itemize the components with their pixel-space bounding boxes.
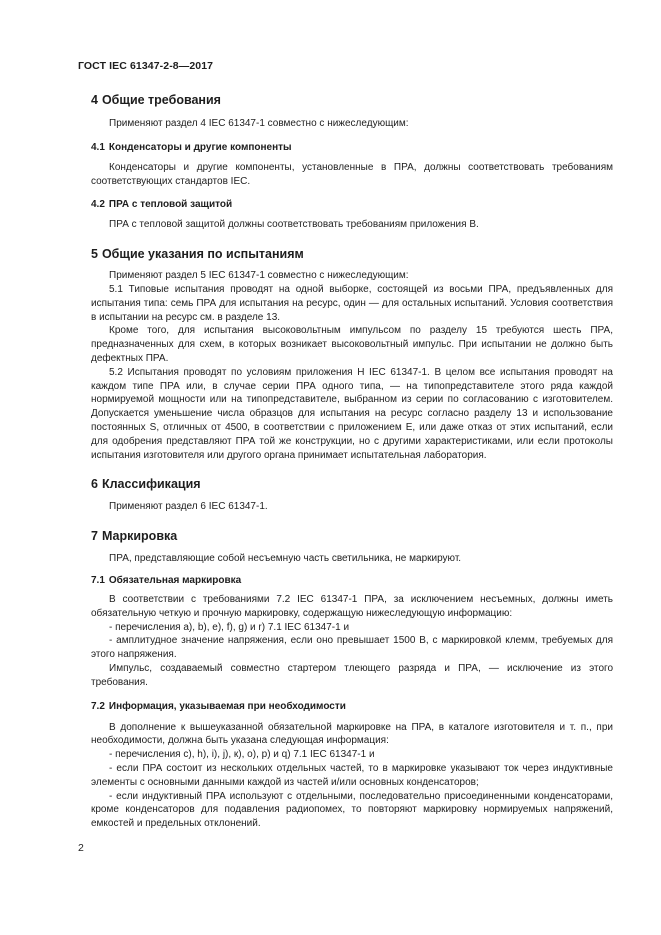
section-4-heading <box>91 92 613 108</box>
list-item: - перечисления с), h), i), j), к), о), р) и q) 7.1 IEC 61347-1 и <box>109 749 375 761</box>
section-title: Маркировка <box>101 529 178 544</box>
paragraph: 5.2 Испытания проводят по условиям приложения Н IEC 61347-1. В целом все испытания проводят на каждом типе ПРА или, в случае серии ПРА одного типа, — на типопредставителе этого ряда каждой нормируемой мощности или на типопредставителе, выбранном из серии по согласованию с изготовителем. Допускается уменьшение числа образцов для испытания на ресурс согласно разделу 13 и использование постоянных S, отличных от 4500, в соответствии с приложением Е, или даже отказ от этих испытаний, если для одобрения представляют ПРА той же конструкции, но с другими характеристиками, или если протоколы испытания изготовителя или другого органа принимает испытательная лаборатория. <box>91 366 613 461</box>
list-item: - если ПРА состоит из нескольких отдельных частей, то в маркировке указывают ток через индуктивные элементы с основными данными каждой из частей и/или основных конденсаторов; <box>91 762 613 788</box>
subsection-title: Информация, указываемая при необходимости <box>108 700 346 712</box>
section-5-heading <box>91 246 613 262</box>
section-number: 4 <box>91 93 98 107</box>
subsection-7-2-heading <box>91 700 613 714</box>
paragraph: Импульс, создаваемый совместно стартером тлеющего разряда и ПРА, — исключение из этого требования. <box>91 662 613 688</box>
list-item: - если индуктивный ПРА используют с отдельными, последовательно присоединенными конденсаторами, кроме конденсаторов для подавления радиопомех, то повторяют маркировку нормируемых напряжений, емкостей и предельных отклонений. <box>91 790 613 830</box>
paragraph: 5.1 Типовые испытания проводят на одной выборке, состоящей из восьми ПРА, предъявленных для испытания типа: семь ПРА для испытания на ресурс, один — для остальных испытаний. Условия соответствия в испытании на ресурс см. в разделе 13. <box>91 283 613 323</box>
page-content <box>91 92 613 831</box>
list-item: - перечисления а), b), е), f), g) и r) 7.1 IEC 61347-1 и <box>109 621 350 633</box>
paragraph: Конденсаторы и другие компоненты, установленные в ПРА, должны соответствовать требованиям соответствующих стандартов IEC. <box>91 161 613 187</box>
paragraph: ПРА, представляющие собой несъемную часть светильника, не маркируют. <box>109 553 462 565</box>
running-header: ГОСТ IEC 61347-2-8—2017 <box>78 60 214 72</box>
section-7-heading <box>91 528 613 544</box>
paragraph: В соответствии с требованиями 7.2 IEC 61347-1 ПРА, за исключением несъемных, должны иметь обязательную четкую и прочную маркировку, содержащую нижеследующую информацию: <box>91 593 613 619</box>
subsection-title: Конденсаторы и другие компоненты <box>108 141 292 153</box>
paragraph: Кроме того, для испытания высоковольтным импульсом по разделу 15 требуются шесть ПРА, предназначенных для схем, в которых возникает высоковольтный импульс. При испытании не должно быть дефектных ПРА. <box>91 325 613 364</box>
section-title: Общие требования <box>101 93 221 107</box>
subsection-7-1-heading <box>91 574 613 588</box>
subsection-number: 7.1 <box>91 574 105 586</box>
list-item: - амплитудное значение напряжения, если оно превышает 1500 В, с маркировкой клемм, требуемых для этого напряжения. <box>91 635 613 661</box>
paragraph: Применяют раздел 5 IEC 61347-1 совместно с нижеследующим: <box>109 270 409 282</box>
section-number: 5 <box>91 247 98 262</box>
subsection-number: 4.1 <box>91 141 105 153</box>
paragraph: В дополнение к вышеуказанной обязательной маркировке на ПРА, в каталоге изготовителя и т. п., при необходимости, должна быть указана следующая информация: <box>91 721 613 747</box>
page-number: 2 <box>78 842 84 854</box>
section-title: Классификация <box>101 477 201 492</box>
section-number: 6 <box>91 477 98 492</box>
subsection-title: ПРА с тепловой защитой <box>108 199 233 211</box>
section-6-heading <box>91 476 613 492</box>
subsection-4-2-heading <box>91 198 613 212</box>
paragraph: Применяют раздел 6 IEC 61347-1. <box>109 501 268 513</box>
subsection-number: 7.2 <box>91 700 105 712</box>
subsection-number: 4.2 <box>91 199 105 211</box>
section-number: 7 <box>91 529 98 544</box>
subsection-title: Обязательная маркировка <box>108 574 242 586</box>
subsection-4-1-heading <box>91 141 613 155</box>
paragraph: Применяют раздел 4 IEC 61347-1 совместно с нижеследующим: <box>109 118 409 129</box>
paragraph: ПРА с тепловой защитой должны соответствовать требованиям приложения В. <box>109 219 479 231</box>
section-title: Общие указания по испытаниям <box>101 247 304 262</box>
